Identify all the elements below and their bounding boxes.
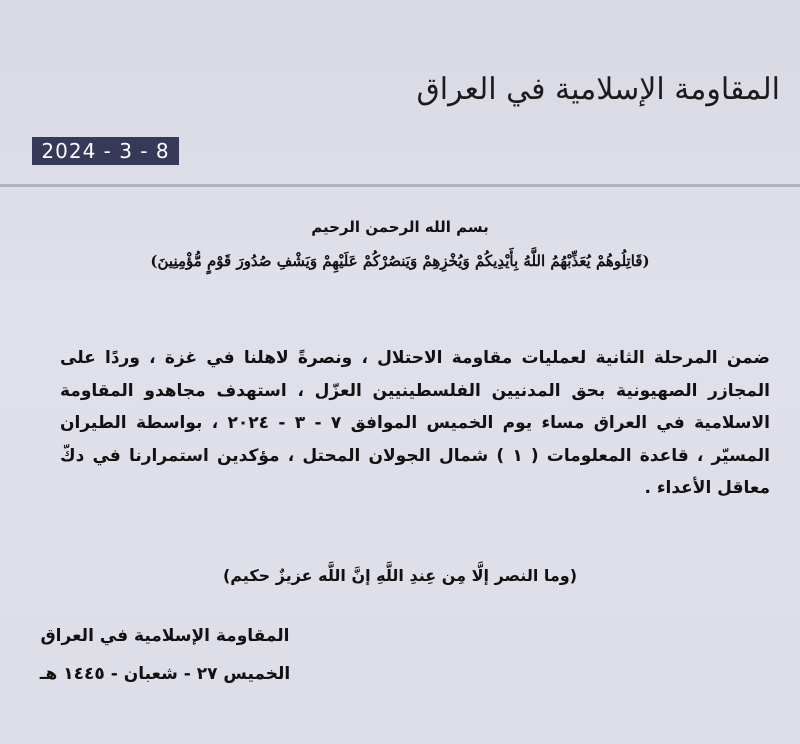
quran-verse: (قَاتِلُوهُمْ يُعَذِّبْهُمُ اللَّهُ بِأَيْدِيكُمْ وَيُخْزِهِمْ وَيَنصُرْكُمْ عَلَيْهِمْ وَيَشْفِ صُدُورَ قَوْمٍ مُّؤْمِنِينَ) (150, 252, 650, 270)
signature-date: الخميس ٢٧ - شعبان - ١٤٤٥ هـ (39, 664, 291, 684)
closing-verse: (وما النصر إلَّا مِن عِندِ اللَّهِ إنَّ اللَّه عزيزٌ حكيم) (222, 566, 578, 585)
date-badge: 2024 - 3 - 8 (32, 137, 179, 165)
basmala: بسم الله الرحمن الرحيم (311, 218, 489, 236)
signature-name: المقاومة الإسلامية في العراق (40, 626, 290, 646)
organization-logo: المقاومة الإسلامية في العراق (416, 72, 780, 107)
header-divider (0, 184, 800, 187)
statement-body: ضمن المرحلة الثانية لعمليات مقاومة الاحتلال ، ونصرةً لاهلنا في غزة ، وردًا على المجازر الصهيونية بحق المدنيين الفلسطينيين العزّل ، استهدف مجاهدو المقاومة الاسلامية في العراق مساء يوم الخميس الموافق ٧ - ٣ - ٢٠٢٤ ، بواسطة الطيران المسيّر ، قاعدة المعلومات ( ١ ) شمال الجولان المحتل ، مؤكدين استمرارنا في دكّ معاقل الأعداء . (60, 348, 770, 498)
